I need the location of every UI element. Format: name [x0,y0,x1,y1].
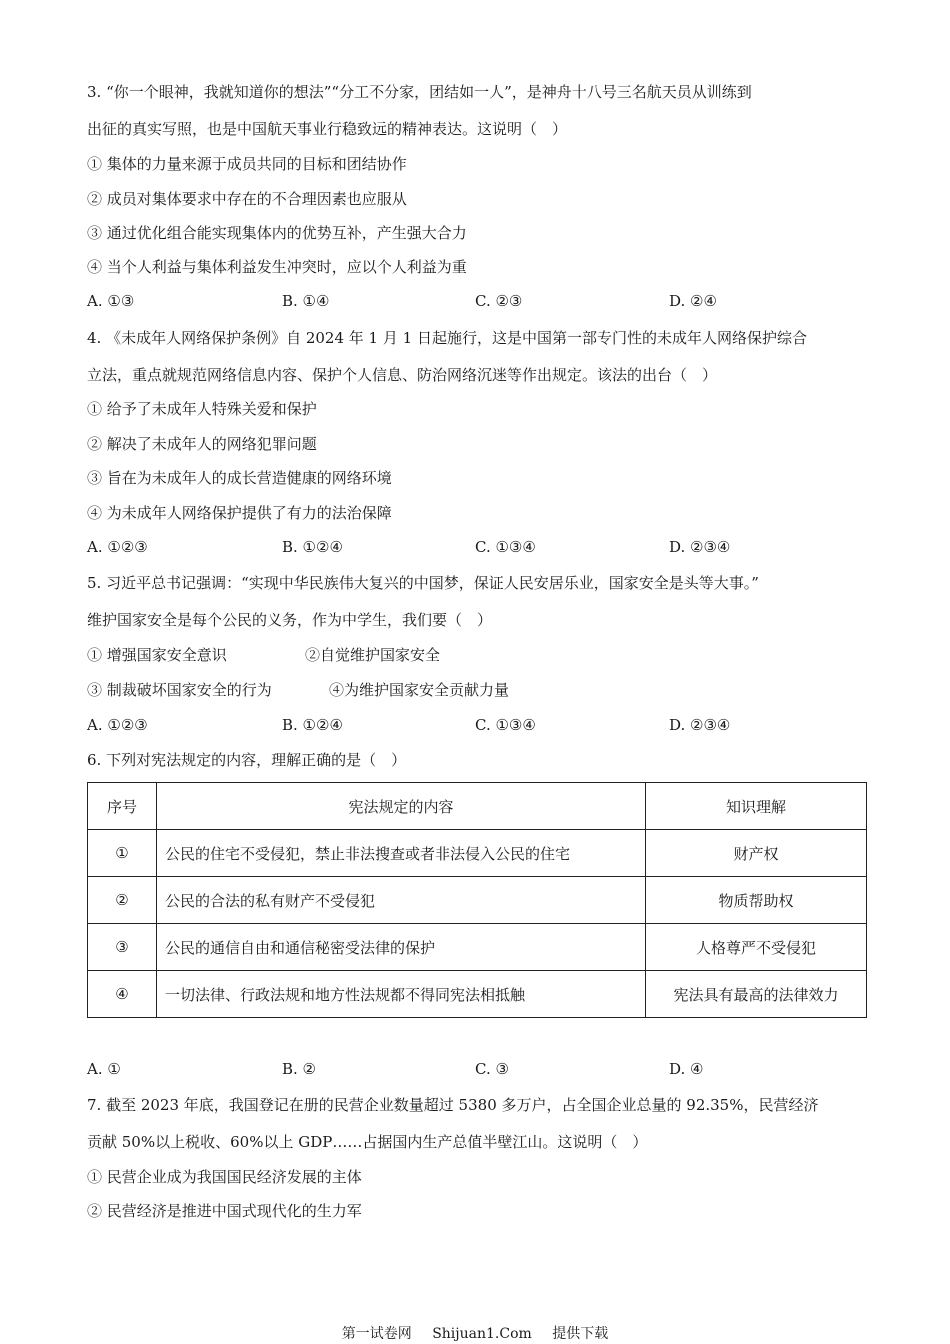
q6-option-c[interactable]: C. ③ [475,1060,509,1078]
q3-statement-1: ① 集体的力量来源于成员共同的目标和团结协作 [87,155,407,173]
q4-statement-2: ② 解决了未成年人的网络犯罪问题 [87,435,317,453]
q7-statement-2: ② 民营经济是推进中国式现代化的生力军 [87,1202,362,1220]
q3-stem-line2: 出征的真实写照，也是中国航天事业行稳致远的精神表达。这说明（ ） [87,120,568,138]
q7-statement-1: ① 民营企业成为我国国民经济发展的主体 [87,1168,362,1186]
q4-stem-line2: 立法，重点就规范网络信息内容、保护个人信息、防治网络沉迷等作出规定。该法的出台（ ） [87,366,718,384]
footer-site-name: 第一试卷网 [341,1326,412,1342]
q4-option-a[interactable]: A. ①②③ [87,538,148,556]
q5-statements-row2 [87,680,787,700]
q6-stem: 6. 下列对宪法规定的内容，理解正确的是（ ） [87,751,407,769]
table-cell-understanding: 宪法具有最高的法律效力 [646,971,867,1018]
q5-statement-2: ②自觉维护国家安全 [305,646,441,664]
q4-statement-4: ④ 为未成年人网络保护提供了有力的法治保障 [87,504,392,522]
table-cell-content: 一切法律、行政法规和地方性法规都不得同宪法相抵触 [157,971,646,1018]
table-row [88,924,867,971]
q5-statement-4: ④为维护国家安全贡献力量 [329,681,510,699]
table-row [88,830,867,877]
q3-option-a[interactable]: A. ①③ [87,292,135,310]
q6-option-d[interactable]: D. ④ [669,1060,704,1078]
q4-option-c[interactable]: C. ①③④ [475,538,536,556]
table-cell-content: 公民的合法的私有财产不受侵犯 [157,877,646,924]
q3-options [87,291,867,311]
page-footer [0,1325,950,1343]
table-header-understanding: 知识理解 [646,783,867,830]
q5-option-a[interactable]: A. ①②③ [87,716,148,734]
footer-note: 提供下载 [552,1326,609,1342]
q3-stem-line1: 3. “你一个眼神，我就知道你的想法”“分工不分家，团结如一人”，是神舟十八号三名航天员从训练到 [87,83,752,101]
table-cell-content: 公民的通信自由和通信秘密受法律的保护 [157,924,646,971]
q5-stem-line2: 维护国家安全是每个公民的义务，作为中学生，我们要（ ） [87,611,493,629]
table-cell-understanding: 人格尊严不受侵犯 [646,924,867,971]
q5-option-c[interactable]: C. ①③④ [475,716,536,734]
table-cell-index: ① [88,830,157,877]
table-row [88,971,867,1018]
table-cell-content: 公民的住宅不受侵犯，禁止非法搜查或者非法侵入公民的住宅 [157,830,646,877]
table-row [88,877,867,924]
q4-stem-line1: 4. 《未成年人网络保护条例》自 2024 年 1 月 1 日起施行，这是中国第一部专门性的未成年人网络保护综合 [87,329,807,347]
q4-option-d[interactable]: D. ②③④ [669,538,731,556]
q4-statement-1: ① 给予了未成年人特殊关爱和保护 [87,400,317,418]
q6-option-b[interactable]: B. ② [282,1060,317,1078]
q4-statement-3: ③ 旨在为未成年人的成长营造健康的网络环境 [87,469,392,487]
q5-statements-row1 [87,645,787,665]
table-cell-index: ④ [88,971,157,1018]
table-cell-understanding: 财产权 [646,830,867,877]
q5-statement-1: ① 增强国家安全意识 [87,646,227,664]
q3-option-d[interactable]: D. ②④ [669,292,717,310]
q4-option-b[interactable]: B. ①②④ [282,538,343,556]
q5-options [87,715,867,735]
q7-stem-line1: 7. 截至 2023 年底，我国登记在册的民营企业数量超过 5380 多万户，占全国企业总量的 92.35%，民营经济 [87,1096,819,1114]
q4-options [87,537,867,557]
footer-site-domain[interactable]: Shijuan1.Com [432,1326,532,1342]
table-header-index: 序号 [88,783,157,830]
constitution-table [87,782,867,1018]
q3-statement-2: ② 成员对集体要求中存在的不合理因素也应服从 [87,190,407,208]
q5-statement-3: ③ 制裁破坏国家安全的行为 [87,681,272,699]
table-cell-index: ② [88,877,157,924]
q5-stem-line1: 5. 习近平总书记强调：“实现中华民族伟大复兴的中国梦，保证人民安居乐业，国家安全是头等大事。” [87,574,759,592]
q5-option-d[interactable]: D. ②③④ [669,716,731,734]
table-cell-index: ③ [88,924,157,971]
q3-statement-3: ③ 通过优化组合能实现集体内的优势互补，产生强大合力 [87,224,467,242]
q6-options [87,1059,867,1079]
q5-option-b[interactable]: B. ①②④ [282,716,343,734]
q3-option-c[interactable]: C. ②③ [475,292,523,310]
q3-statement-4: ④ 当个人利益与集体利益发生冲突时，应以个人利益为重 [87,258,467,276]
table-header-row [88,783,867,830]
q7-stem-line2: 贡献 50%以上税收、60%以上 GDP……占据国内生产总值半壁江山。这说明（ ） [87,1133,648,1151]
table-cell-understanding: 物质帮助权 [646,877,867,924]
q3-option-b[interactable]: B. ①④ [282,292,330,310]
table-header-content: 宪法规定的内容 [157,783,646,830]
q6-option-a[interactable]: A. ① [87,1060,121,1078]
